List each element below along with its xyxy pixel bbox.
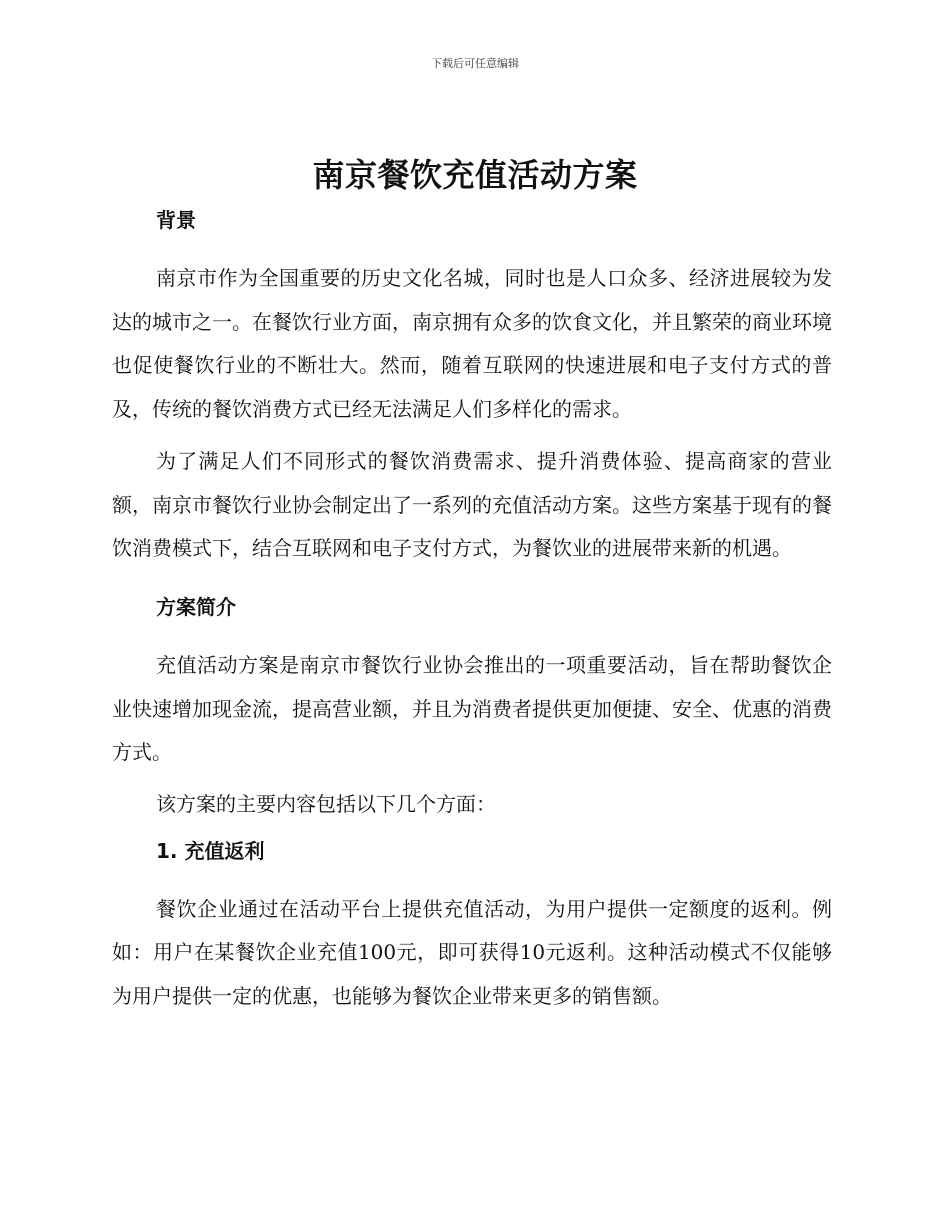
section-heading-intro: 方案简介 bbox=[156, 594, 236, 619]
paragraph-intro-2: 该方案的主要内容包括以下几个方面： bbox=[156, 792, 496, 817]
paragraph-rebate-1: 餐饮企业通过在活动平台上提供充值活动，为用户提供一定额度的返利。例如：用户在某餐饮企业充值100元，即可获得10元返利。这种活动模式不仅能够为用户提供一定的优惠，也能够为餐饮企业带来更多的销售额。 bbox=[112, 896, 832, 1009]
document-title: 南京餐饮充值活动方案 bbox=[312, 156, 638, 194]
section-heading-rebate: 1. 充值返利 bbox=[156, 838, 265, 863]
header-note: 下载后可任意编辑 bbox=[431, 57, 519, 70]
paragraph-background-2: 为了满足人们不同形式的餐饮消费需求、提升消费体验、提高商家的营业额，南京市餐饮行业协会制定出了一系列的充值活动方案。这些方案基于现有的餐饮消费模式下，结合互联网和电子支付方式，为餐饮业的进展带来新的机遇。 bbox=[112, 448, 832, 561]
section-heading-background: 背景 bbox=[156, 208, 196, 232]
document-body bbox=[112, 204, 832, 1019]
paragraph-intro-1: 充值活动方案是南京市餐饮行业协会推出的一项重要活动，旨在帮助餐饮企业快速增加现金流，提高营业额，并且为消费者提供更加便捷、安全、优惠的消费方式。 bbox=[112, 652, 832, 765]
paragraph-background-1: 南京市作为全国重要的历史文化名城，同时也是人口众多、经济进展较为发达的城市之一。在餐饮行业方面，南京拥有众多的饮食文化，并且繁荣的商业环境也促使餐饮行业的不断壮大。然而，随着互联网的快速进展和电子支付方式的普及，传统的餐饮消费方式已经无法满足人们多样化的需求。 bbox=[112, 266, 832, 422]
